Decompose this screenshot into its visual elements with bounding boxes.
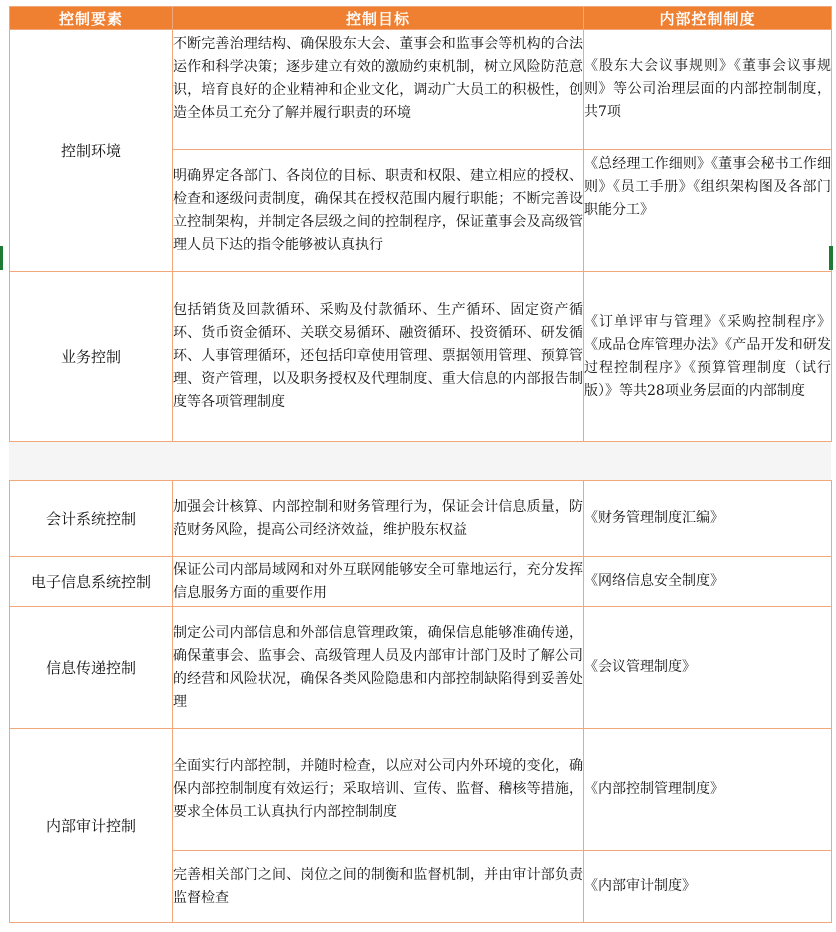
objective-cell[interactable]: 保证公司内部局域网和对外互联网能够安全可靠地运行，充分发挥信息服务方面的重要作用 — [173, 557, 584, 607]
control-table-top — [9, 6, 832, 442]
system-cell[interactable]: 《内部审计制度》 — [584, 851, 832, 923]
system-cell[interactable]: 《订单评审与管理》《采购控制程序》《成品仓库管理办法》《产品开发和研发过程控制程序》《预算管理制度（试行版）》等共28项业务层面的内部制度 — [584, 272, 832, 442]
control-table-bottom — [9, 480, 832, 923]
table-row — [10, 607, 832, 729]
gap-band — [9, 442, 831, 480]
system-cell[interactable]: 《财务管理制度汇编》 — [584, 481, 832, 557]
objective-cell[interactable]: 加强会计核算、内部控制和财务管理行为，保证会计信息质量，防范财务风险，提高公司经济效益，维护股东权益 — [173, 481, 584, 557]
header-element[interactable]: 控制要素 — [10, 7, 173, 30]
objective-cell[interactable]: 不断完善治理结构、确保股东大会、董事会和监事会等机构的合法运作和科学决策；逐步建立有效的激励约束机制，树立风险防范意识，培育良好的企业精神和企业文化，调动广大员工的积极性，创造全体员工充分了解并履行职责的环境 — [173, 30, 584, 150]
table-row — [10, 481, 832, 557]
selection-marker-right — [829, 246, 833, 270]
element-cell[interactable]: 信息传递控制 — [10, 607, 173, 729]
system-cell[interactable]: 《网络信息安全制度》 — [584, 557, 832, 607]
system-cell[interactable]: 《总经理工作细则》《董事会秘书工作细则》《员工手册》《组织架构图及各部门职能分工》 — [584, 150, 832, 272]
objective-cell[interactable]: 全面实行内部控制，并随时检查，以应对公司内外环境的变化，确保内部控制制度有效运行；采取培训、宣传、监督、稽核等措施，要求全体员工认真执行内部控制制度 — [173, 729, 584, 851]
system-cell[interactable]: 《内部控制管理制度》 — [584, 729, 832, 851]
table-row — [10, 30, 832, 150]
system-cell[interactable]: 《股东大会议事规则》《董事会议事规则》等公司治理层面的内部控制制度，共7项 — [584, 30, 832, 150]
table-row — [10, 272, 832, 442]
header-objective[interactable]: 控制目标 — [173, 7, 584, 30]
objective-cell[interactable]: 制定公司内部信息和外部信息管理政策，确保信息能够准确传递，确保董事会、监事会、高级管理人员及内部审计部门及时了解公司的经营和风险状况，确保各类风险隐患和内部控制缺陷得到妥善处理 — [173, 607, 584, 729]
header-system[interactable]: 内部控制制度 — [584, 7, 832, 30]
element-cell[interactable]: 电子信息系统控制 — [10, 557, 173, 607]
objective-cell[interactable]: 完善相关部门之间、岗位之间的制衡和监督机制，并由审计部负责监督检查 — [173, 851, 584, 923]
objective-cell[interactable]: 明确界定各部门、各岗位的目标、职责和权限、建立相应的授权、检查和逐级问责制度，确保其在授权范围内履行职能；不断完善设立控制架构，并制定各层级之间的控制程序，保证董事会及高级管理人员下达的指令能够被认真执行 — [173, 150, 584, 272]
objective-cell[interactable]: 包括销货及回款循环、采购及付款循环、生产循环、固定资产循环、货币资金循环、关联交易循环、融资循环、投资循环、研发循环、人事管理循环，还包括印章使用管理、票据领用管理、预算管理、资产管理，以及职务授权及代理制度、重大信息的内部报告制度等各项管理制度 — [173, 272, 584, 442]
element-cell[interactable]: 会计系统控制 — [10, 481, 173, 557]
selection-marker-left — [0, 246, 3, 270]
element-cell[interactable]: 内部审计控制 — [10, 729, 173, 923]
system-cell[interactable]: 《会议管理制度》 — [584, 607, 832, 729]
element-cell[interactable]: 业务控制 — [10, 272, 173, 442]
header-row — [10, 7, 832, 30]
table-row — [10, 557, 832, 607]
element-cell[interactable]: 控制环境 — [10, 30, 173, 272]
table-row — [10, 729, 832, 851]
